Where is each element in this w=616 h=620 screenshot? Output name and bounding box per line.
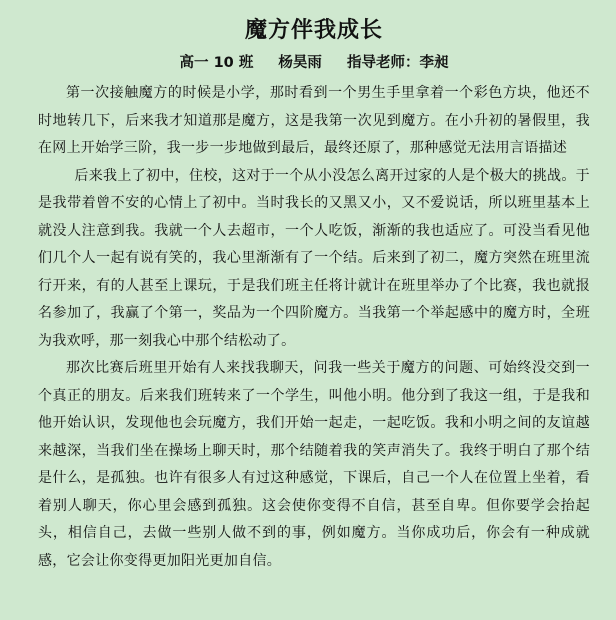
paragraph-2: 后来我上了初中，住校，这对于一个从小没怎么离开过家的人是个极大的挑战。于是我带着曾不安的心情上了初中。当时我长的又黑又小，又不爱说话，所以班里基本上就没人注意到我。我就一个人去超市，一个人吃饭，渐渐的我也适应了。可没当看见他们几个人一起有说有笑的，我心里渐渐有了一个结。后来到了初二，魔方突然在班里流行开来，有的人甚至上课玩，于是我们班主任将计就计在班里举办了个比赛，我也就报名参加了，我赢了个第一，奖品为一个四阶魔方。当我第一个举起感中的魔方时，全班为我欢呼，那一刻我心中那个结松动了。 (38, 167, 590, 349)
byline (38, 48, 590, 78)
teacher-label: 指导老师：李昶 (346, 55, 449, 71)
paragraph-1: 第一次接触魔方的时候是小学，那时看到一个男生手里拿着一个彩色方块，他还不时地转几下，后来我才知道那是魔方，这是我第一次见到魔方。在小升初的暑假里，我在网上开始学三阶，我一步一步地做到最后，最终还原了，那种感觉无法用言语描述 (38, 85, 590, 156)
author-name: 杨昊雨 (278, 55, 322, 71)
essay-title: 魔方伴我成长 (244, 18, 383, 43)
paragraph-3: 那次比赛后班里开始有人来找我聊天，问我一些关于魔方的问题、可始终没交到一个真正的朋友。后来我们班转来了一个学生，叫他小明。他分到了我这一组，于是我和他开始认识，发现他也会玩魔方，我们开始一起走，一起吃饭。我和小明之间的友谊越来越深，当我们坐在操场上聊天时，那个结随着我的笑声消失了。我终于明白了那个结是什么，是孤独。也许有很多人有过这种感觉，下课后，自己一个人在位置上坐着，看着别人聊天，你心里会感到孤独。这会使你变得不自信，甚至自卑。但你要学会抬起头，相信自己，去做一些别人做不到的事，例如魔方。当你成功后，你会有一种成就感，它会让你变得更加阳光更加自信。 (38, 360, 590, 569)
class-label: 高一 10 班 (179, 55, 254, 71)
